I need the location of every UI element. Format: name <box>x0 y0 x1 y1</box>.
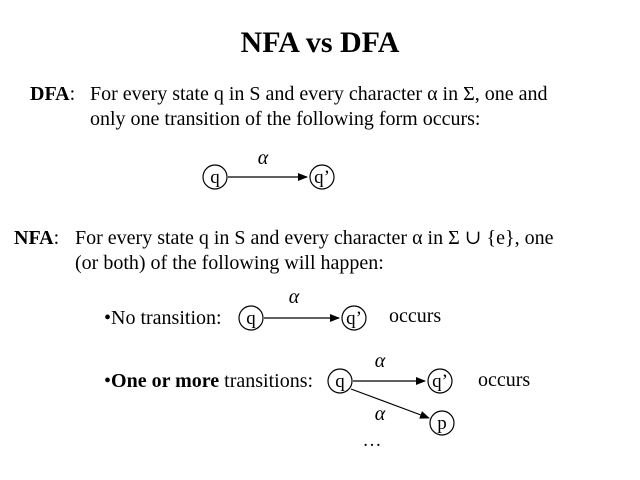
more-transitions-alpha-symbol-1: α <box>374 350 386 372</box>
no-transition-occurs: occurs <box>389 305 442 327</box>
page-title: NFA vs DFA <box>240 26 400 59</box>
no-transition-state-q: q <box>246 308 256 329</box>
no-transition-text: No transition: <box>111 307 222 329</box>
nfa-colon: : <box>53 227 60 249</box>
more-transitions-occurs: occurs <box>478 369 531 391</box>
dfa-label: DFA <box>30 83 70 105</box>
dfa-colon: : <box>69 83 76 105</box>
more-transitions-state-q: q <box>335 371 345 392</box>
nfa-definition-line-1: For every state q in S and every character α in Σ ∪ {e}, one <box>75 227 554 249</box>
no-transition-state-q-prime: q’ <box>346 308 362 329</box>
more-transitions-state-p: p <box>437 413 447 434</box>
dfa-definition-line-1: For every state q in S and every character α in Σ, one and <box>90 83 548 105</box>
dfa-alpha-symbol: α <box>257 147 269 169</box>
more-transitions-diagram <box>328 350 454 451</box>
more-transitions-ellipsis: … <box>362 430 382 451</box>
more-transitions-bold: One or more <box>111 370 220 392</box>
dfa-definition-line-2: only one transition of the following form occurs: <box>90 108 481 130</box>
more-transitions-state-q-prime: q’ <box>432 371 448 392</box>
nfa-label: NFA <box>14 227 54 249</box>
more-transitions-bullet: • <box>104 370 112 392</box>
more-transitions-rest: transitions: <box>219 370 314 392</box>
dfa-diagram <box>203 147 334 189</box>
more-transitions-alpha-symbol-2: α <box>374 403 386 425</box>
no-transition-alpha-symbol: α <box>288 286 300 308</box>
dfa-state-q-prime: q’ <box>314 167 330 188</box>
nfa-definition-line-2: (or both) of the following will happen: <box>75 252 384 274</box>
no-transition-bullet: • <box>104 307 112 329</box>
dfa-state-q: q <box>210 167 220 188</box>
no-transition-diagram <box>239 286 366 330</box>
more-transitions-arrow-to-p <box>351 389 429 418</box>
